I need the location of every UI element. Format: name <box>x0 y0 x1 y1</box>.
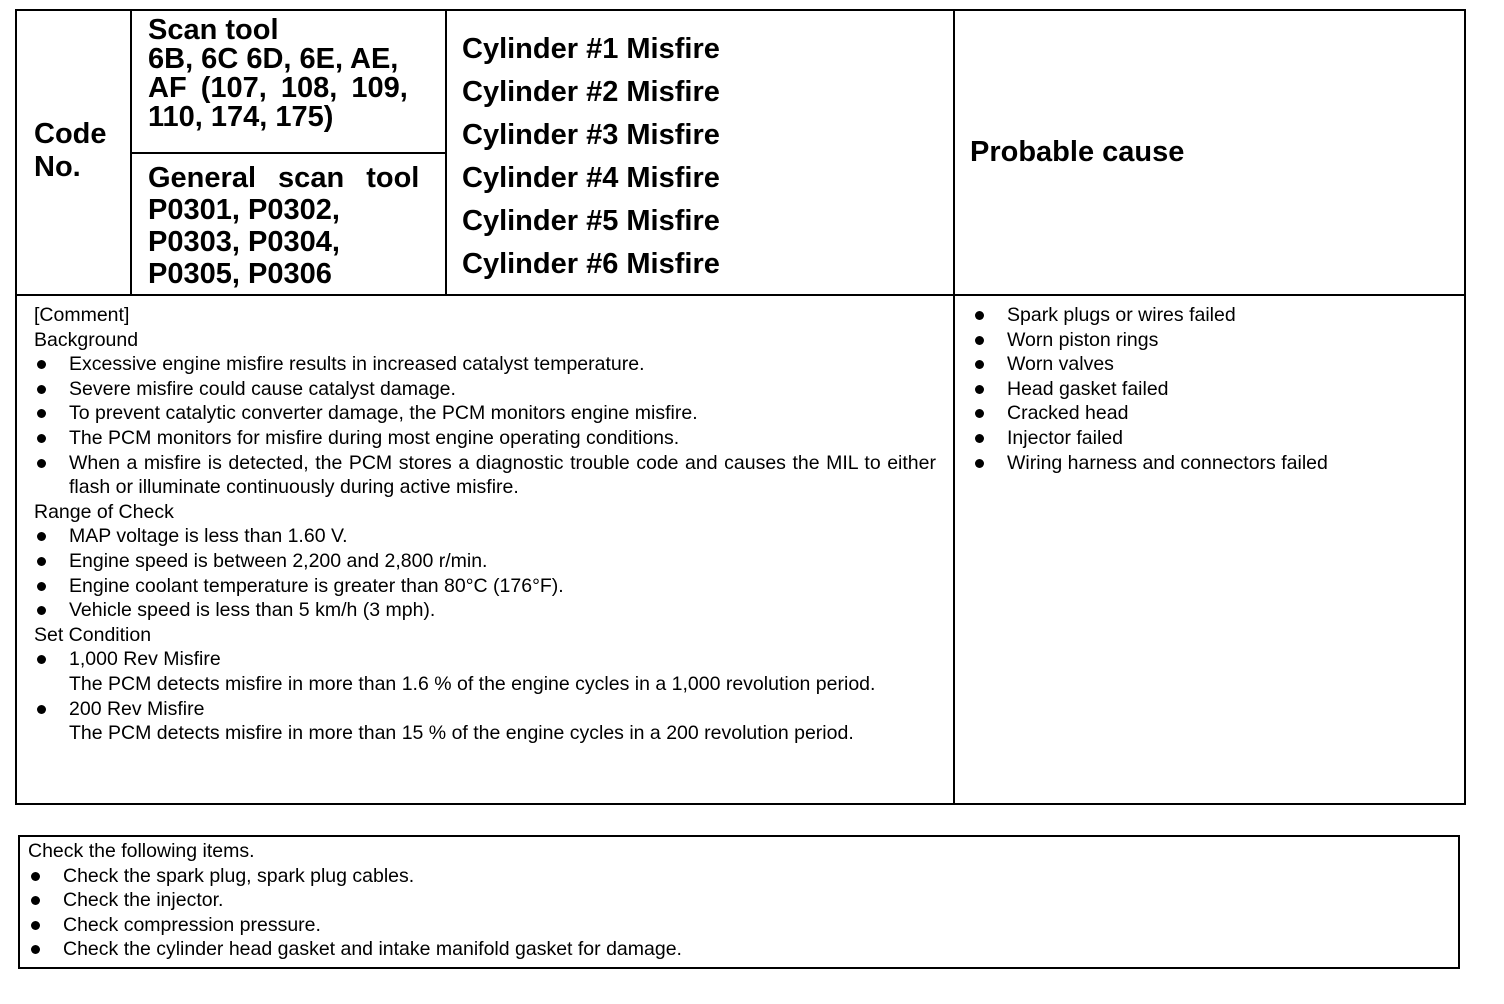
list-item: Head gasket failed <box>972 377 1328 402</box>
comment-heading: [Comment] <box>34 304 130 326</box>
list-item-detail: The PCM detects misfire in more than 1.6 % of the engine cycles in a 1,000 revolution period. <box>69 672 876 695</box>
cylinder-title: Cylinder #1 Misfire <box>462 33 720 65</box>
probable-cause-list <box>972 303 1328 475</box>
divider-cause <box>953 9 955 805</box>
list-item: When a misfire is detected, the PCM stores a diagnostic trouble code and causes the MIL to either flash or illuminate continuously during active misfire. <box>34 451 936 500</box>
list-item: Engine speed is between 2,200 and 2,800 r/min. <box>34 549 936 574</box>
cylinder-title: Cylinder #5 Misfire <box>462 205 720 237</box>
list-item: The PCM monitors for misfire during most engine operating conditions. <box>34 426 936 451</box>
list-item: 1,000 Rev Misfire <box>34 647 936 672</box>
list-item: Check compression pressure. <box>28 913 682 938</box>
cylinder-misfire-list <box>462 28 720 286</box>
comment-section <box>34 303 936 746</box>
cylinder-title: Cylinder #6 Misfire <box>462 248 720 280</box>
list-item: Spark plugs or wires failed <box>972 303 1328 328</box>
check-section <box>28 839 682 962</box>
divider-header <box>15 294 1466 296</box>
cylinder-title: Cylinder #2 Misfire <box>462 76 720 108</box>
list-item: MAP voltage is less than 1.60 V. <box>34 524 936 549</box>
background-heading: Background <box>34 328 139 351</box>
list-item: Wiring harness and connectors failed <box>972 451 1328 476</box>
list-item: Check the spark plug, spark plug cables. <box>28 864 682 889</box>
list-item: Severe misfire could cause catalyst damage. <box>34 377 936 402</box>
probable-cause-heading: Probable cause <box>970 136 1185 168</box>
list-item: Engine coolant temperature is greater than 80°C (176°F). <box>34 574 936 599</box>
list-item: Worn valves <box>972 352 1328 377</box>
cylinder-title: Cylinder #3 Misfire <box>462 119 720 151</box>
divider-scan-general <box>130 152 447 154</box>
list-item-detail: The PCM detects misfire in more than 15 % of the engine cycles in a 200 revolution period. <box>69 722 854 745</box>
list-item: Cracked head <box>972 401 1328 426</box>
list-item: Excessive engine misfire results in increased catalyst temperature. <box>34 352 936 377</box>
list-item: Check the cylinder head gasket and intake manifold gasket for damage. <box>28 937 682 962</box>
list-item: Vehicle speed is less than 5 km/h (3 mph). <box>34 598 936 623</box>
general-scan-tool-codes: General scan tool P0301, P0302, P0303, P0304, P0305, P0306 <box>148 162 420 290</box>
code-no-label: Code No. <box>34 118 107 183</box>
cylinder-title: Cylinder #4 Misfire <box>462 162 720 194</box>
list-item: Worn piston rings <box>972 328 1328 353</box>
set-heading: Set Condition <box>34 623 152 646</box>
range-heading: Range of Check <box>34 500 174 523</box>
list-item: Check the injector. <box>28 888 682 913</box>
list-item: Injector failed <box>972 426 1328 451</box>
check-heading: Check the following items. <box>28 840 255 862</box>
list-item: To prevent catalytic converter damage, the PCM monitors engine misfire. <box>34 401 936 426</box>
scan-tool-codes: Scan tool 6B, 6C 6D, 6E, AE, AF (107, 108, 109, 110, 174, 175) <box>148 14 408 133</box>
list-item: 200 Rev Misfire <box>34 697 936 722</box>
